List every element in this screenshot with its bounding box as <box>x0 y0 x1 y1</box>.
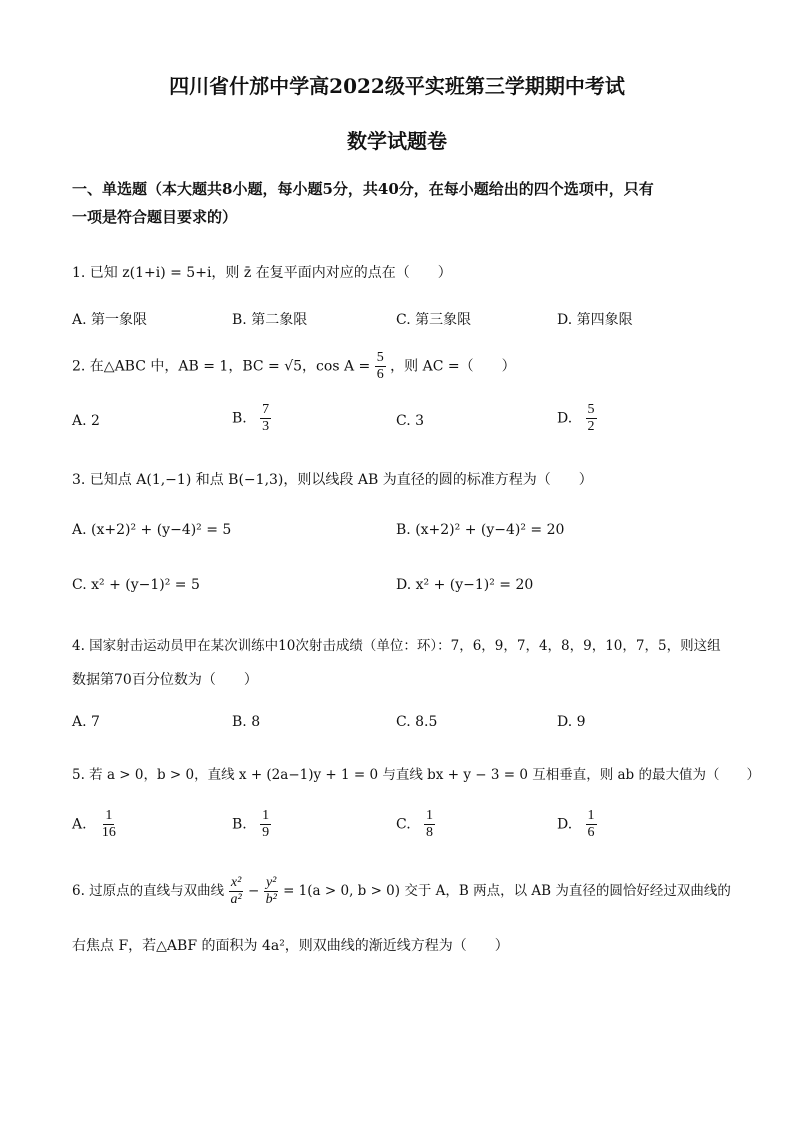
question-4-line1: 4. 国家射击运动员甲在某次训练中10次射击成绩（单位：环）：7，6，9，7，4，8，9，10，7，5，则这组 <box>72 638 721 654</box>
section-heading-line1: 一、单选题（本大题共8小题，每小题5分，共40分，在每小题给出的四个选项中，只有 <box>72 180 654 198</box>
page-subtitle: 数学试题卷 <box>347 129 447 153</box>
q1-option-d: D. 第四象限 <box>557 312 633 328</box>
q5-c-num: 1 <box>426 808 434 823</box>
q4-option-b: B. 8 <box>232 714 261 730</box>
q5-a-den: 16 <box>101 825 116 840</box>
q2-text-pre: 2. 在△ABC 中，AB = 1，BC = √5，cos A = <box>72 358 371 375</box>
question-6-line2: 右焦点 F，若△ABF 的面积为 4a²，则双曲线的渐近线方程为（ ） <box>72 938 509 954</box>
q5-c-den: 8 <box>426 825 434 840</box>
q3-option-b: B. (x+2)² + (y−4)² = 20 <box>396 522 565 538</box>
q2-d-label: D. <box>557 410 573 427</box>
q5-d-num: 1 <box>587 808 595 823</box>
question-4-line2: 数据第70百分位数为（ ） <box>72 672 258 688</box>
section-heading-line2: 一项是符合题目要求的） <box>72 208 238 226</box>
q6-fraction-y <box>264 875 279 908</box>
question-1: 1. 已知 z(1+i) = 5+i，则 z̄ 在复平面内对应的点在（ ） <box>72 265 452 281</box>
q4-option-c: C. 8.5 <box>396 714 438 730</box>
q2-frac-den: 6 <box>376 367 384 382</box>
q5-option-b <box>232 808 271 841</box>
q2-b-den: 3 <box>262 419 270 434</box>
question-3: 3. 已知点 A(1,−1) 和点 B(−1,3)，则以线段 AB 为直径的圆的标准方程为（ ） <box>72 472 593 488</box>
q1-option-a: A. 第一象限 <box>72 312 148 328</box>
q5-b-den: 9 <box>262 825 270 840</box>
q1-option-c: C. 第三象限 <box>396 312 472 328</box>
q2-text-post: ，则 AC =（ ） <box>390 358 516 375</box>
q3-option-c: C. x² + (y−1)² = 5 <box>72 577 200 593</box>
q2-b-label: B. <box>232 410 247 427</box>
q5-b-label: B. <box>232 816 247 833</box>
q6-f2-den: b² <box>265 892 277 907</box>
q2-frac-num: 5 <box>376 350 384 365</box>
q3-option-a: A. (x+2)² + (y−4)² = 5 <box>72 522 232 538</box>
q2-d-den: 2 <box>587 419 595 434</box>
q2-option-a: A. 2 <box>72 413 100 429</box>
q6-post: = 1(a > 0, b > 0) 交于 A，B 两点，以 AB 为直径的圆恰好经过双曲线的 <box>283 883 731 899</box>
question-6-line1 <box>72 875 731 908</box>
question-2 <box>72 350 516 383</box>
q5-option-c <box>396 808 435 841</box>
q5-a-label: A. <box>72 816 87 833</box>
question-5: 5. 若 a > 0，b > 0，直线 x + (2a−1)y + 1 = 0 与直线 bx + y − 3 = 0 互相垂直，则 ab 的最大值为（ ） <box>72 767 760 783</box>
q2-cos-fraction <box>375 350 386 383</box>
q5-c-label: C. <box>396 816 411 833</box>
q6-minus: − <box>247 883 260 899</box>
q5-b-num: 1 <box>262 808 270 823</box>
q4-option-d: D. 9 <box>557 714 586 730</box>
q6-fraction-x <box>228 875 243 908</box>
q5-a-num: 1 <box>105 808 113 823</box>
q6-f2-num: y² <box>265 875 277 890</box>
q2-d-num: 5 <box>587 402 595 417</box>
q2-option-b <box>232 402 271 435</box>
page-title: 四川省什邡中学高2022级平实班第三学期期中考试 <box>169 74 625 98</box>
q2-option-d <box>557 402 597 435</box>
q5-option-a <box>72 808 118 841</box>
q3-option-d: D. x² + (y−1)² = 20 <box>396 577 534 593</box>
q1-option-b: B. 第二象限 <box>232 312 308 328</box>
q2-option-c: C. 3 <box>396 413 425 429</box>
q5-option-d <box>557 808 597 841</box>
q6-f1-den: a² <box>230 892 242 907</box>
q4-option-a: A. 7 <box>72 714 100 730</box>
q5-d-label: D. <box>557 816 573 833</box>
q2-b-num: 7 <box>262 402 270 417</box>
q6-f1-num: x² <box>230 875 242 890</box>
q6-pre: 6. 过原点的直线与双曲线 <box>72 883 225 899</box>
q5-d-den: 6 <box>587 825 595 840</box>
